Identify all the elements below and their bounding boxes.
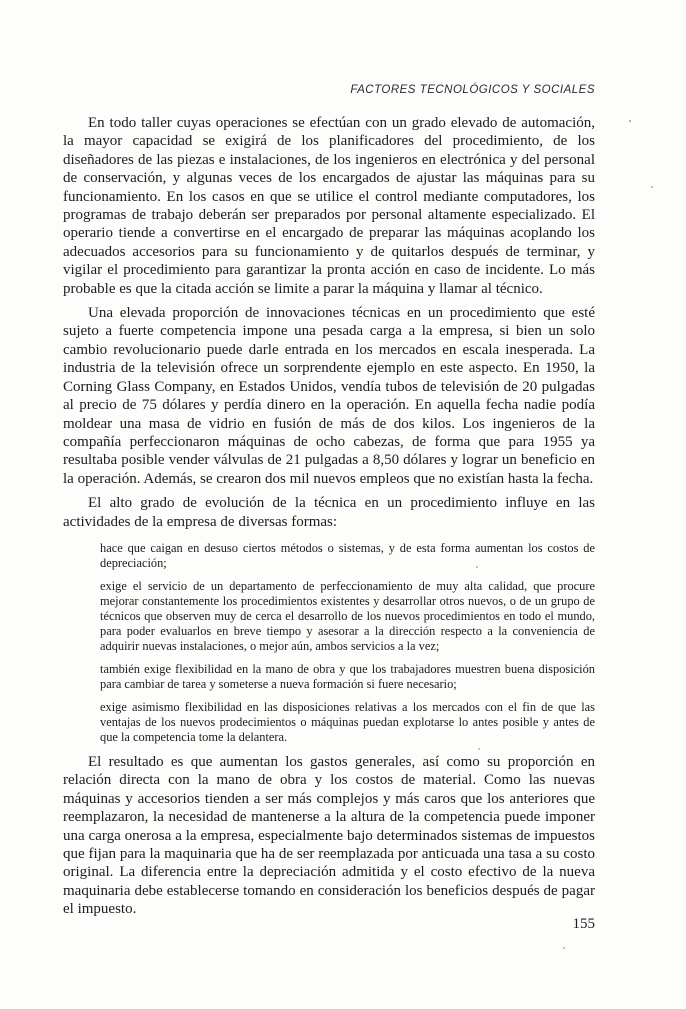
body-paragraph-closing: El resultado es que aumentan los gastos generales, así como su proporción en relación directa con la mano de obra y los costos de material. Como las nuevas máquinas y accesorios tienden a ser más complejos y más caros que los anteriores que reemplazaron, la necesidad de mantenerse a la altura de la competencia puede imponer una carga onerosa a la empresa, especialmente bajo determinados sistemas de impuestos que fijan para la maquinaria que ha de ser reemplazada por anticuada una tasa a su costo original. La diferencia entre la depreciación admitida y el costo efectivo de la nueva maquinaria debe establecerse tomando en consideración los beneficios después de pagar el impuesto.	[63, 753, 595, 918]
body-paragraph-3: El alto grado de evolución de la técnica en un procedimiento influye en las actividades de la empresa de diversas formas:	[63, 495, 595, 530]
list-item-3: también exige flexibilidad en la mano de obra y que los trabajadores muestren buena disposición para cambiar de tarea y someterse a nueva formación si fuere necesario;	[100, 661, 595, 691]
body-paragraph-1: En todo taller cuyas operaciones se efectúan con un grado elevado de automación, la mayor capacidad se exigirá de los planificadores del procedimiento, de los diseñadores de las piezas e instalaciones, de los ingenieros en electrónica y del personal de conservación, y algunas veces de los encargados de ajustar las máquinas para su funcionamiento. En los casos en que se utilice el control mediante computadores, los programas de trabajo deberán ser preparados por personal altamente especializado. El operario tiende a convertirse en el encargado de preparar las máquinas acoplando los adecuados accesorios para su funcionamiento y de quitarlos después de terminar, y vigilar el procedimiento para garantizar la pronta acción en caso de incidente. Lo más probable es que la citada acción se limite a parar la máquina y llamar al técnico.	[63, 115, 595, 297]
text-block	[63, 84, 595, 919]
body-paragraph-2: Una elevada proporción de innovaciones técnicas en un procedimiento que esté sujeto a fuerte competencia impone una pesada carga a la empresa, si bien un solo cambio revolucionario puede darle entrada en los mercados en escala inesperada. La industria de la televisión ofrece un sorprendente ejemplo en este aspecto. En 1950, la Corning Glass Company, en Estados Unidos, vendía tubos de televisión de 20 pulgadas al precio de 75 dólares y perdía dinero en la operación. En aquella fecha nadie podía moldear una masa de vidrio en fusión de más de dos kilos. Los ingenieros de la compañía perfeccionaron máquinas de ocho cabezas, de forma que para 1955 ya resultaba posible vender válvulas de 21 pulgadas a 8,50 dólares y lograr un beneficio en la operación. Además, se crearon dos mil nuevos empleos que no existían hasta la fecha.	[63, 305, 595, 487]
page-number: 155	[572, 916, 595, 932]
scan-speckle	[651, 186, 653, 188]
indented-list	[100, 541, 595, 745]
running-header: FACTORES TECNOLÓGICOS Y SOCIALES	[350, 84, 595, 96]
list-item-1: hace que caigan en desuso ciertos métodos o sistemas, y de esta forma aumentan los costos de depreciación;	[100, 540, 595, 570]
scan-speckle	[563, 947, 565, 949]
list-item-4: exige asimismo flexibilidad en las disposiciones relativas a los mercados con el fin de que las ventajas de los nuevos prodecimientos o máquinas puedan explotarse lo antes posible y antes de que la competencia tome la delantera.	[100, 699, 595, 744]
scan-speckle	[629, 120, 631, 122]
list-item-2: exige el servicio de un departamento de perfeccionamiento de muy alta calidad, que procure mejorar constantemente los procedimientos existentes y desarrollar otros nuevos, o de un grupo de técnicos que observen muy de cerca el desarrollo de los nuevos procedimientos en todo el mundo, para poder evaluarlos en breve tiempo y asesorar a la dirección respecto a la conveniencia de adquirir nuevas instalaciones, o mejor aún, ambos servicios a la vez;	[100, 578, 595, 653]
